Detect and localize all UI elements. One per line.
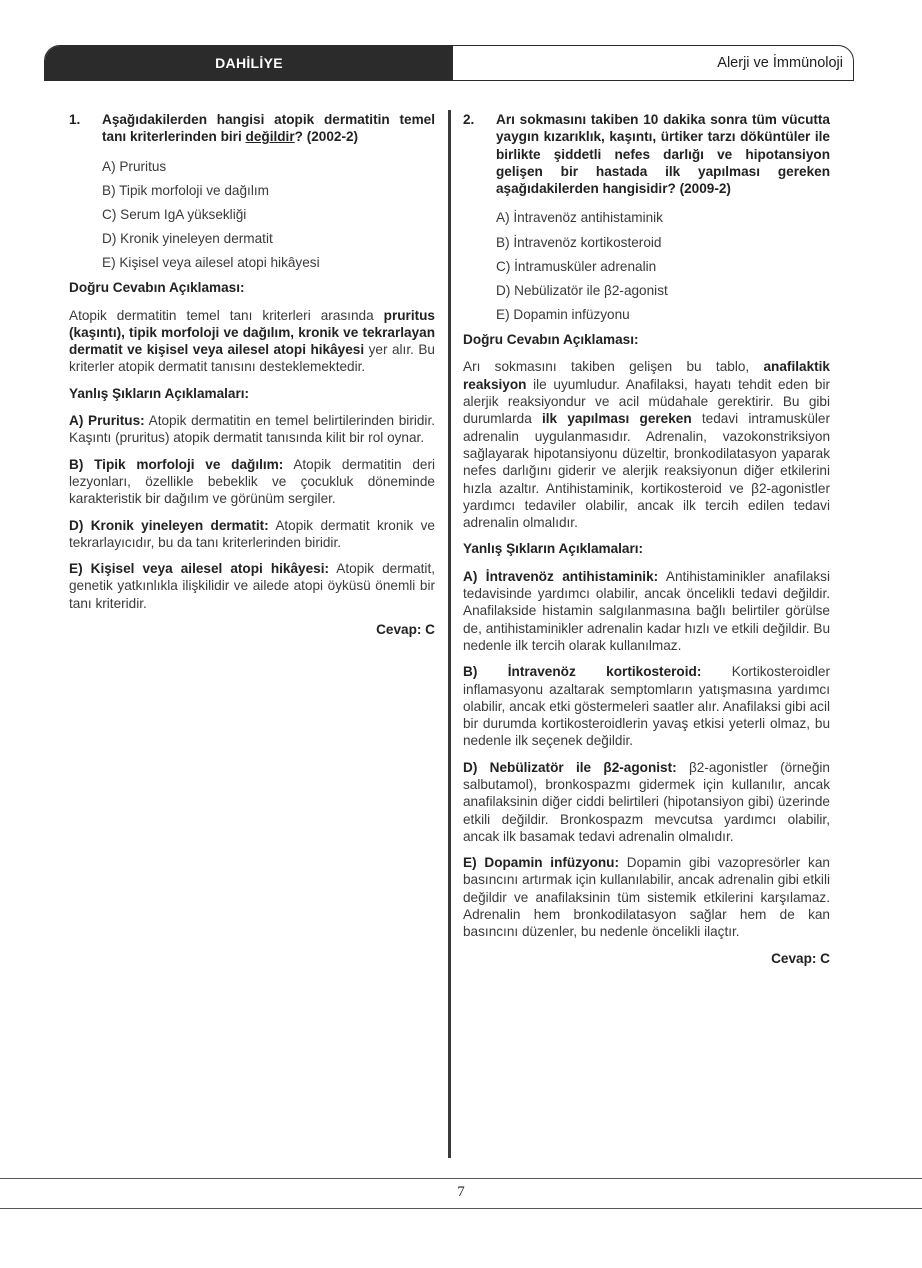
page-number: 7 [457, 1184, 465, 1200]
question-1-stem [69, 111, 435, 146]
wrong-options-heading: Yanlış Şıkların Açıklamaları: [463, 541, 644, 557]
text-run-bold: pruritus (kaşıntı), tipik morfoloji ve dağılım, kronik ve tekrarlayan dermatit ve kişisel veya ailesel atopi hikâyesi [69, 307, 435, 358]
option-c: C) İntramusküler adrenalin [496, 258, 657, 274]
wrong-option-e [463, 854, 830, 940]
wrong-option-label: E) Dopamin infüzyonu: [463, 855, 620, 871]
wrong-option-label: E) Kişisel veya ailesel atopi hikâyesi: [69, 561, 330, 577]
wrong-option-text: Atopik dermatitin deri lezyonları, özellikle bebeklik ve çocukluk döneminde karakteristik bir dağılım ve görünüm sergiler. [69, 456, 435, 507]
text-run: Atopik dermatitin temel tanı kriterleri arasında [69, 307, 384, 323]
wrong-option-label: A) Pruritus: [69, 413, 145, 429]
wrong-option-b [463, 663, 830, 749]
answer-label: Cevap: C [376, 622, 435, 638]
text-run: Arı sokmasını takiben gelişen bu tablo, [463, 359, 764, 375]
text-run: tedavi intramusküler adrenalin uygulanmasıdır. Adrenalin, vazokonstriksiyon sağlayarak hipotansiyonu düzeltir, bronkodilatasyon yaparak nefes darlığını giderir ve alerjik reaksiyonun diğer etkilerini hızla azaltır. Antihistaminik, kortikosteroid ve β2-agonistler yardımcı tedaviler olabilir, ancak ilk tercih edilen tedavi adrenalin olmalıdır. [463, 411, 830, 531]
option-e: E) Dopamin infüzyonu [496, 306, 630, 322]
wrong-option-a [463, 568, 830, 654]
explanation-heading: Doğru Cevabın Açıklaması: [463, 332, 639, 348]
option-a: A) İntravenöz antihistaminik [496, 210, 663, 226]
option-c: C) Serum IgA yüksekliği [102, 206, 247, 222]
text-run-bold: ilk yapılması gereken [542, 411, 692, 427]
question-number: 1. [69, 112, 81, 127]
question-number: 2. [463, 112, 475, 127]
question-text: Arı sokmasını takiben 10 dakika sonra tüm vücutta yaygın kızarıklık, kaşıntı, ürtiker tarzı döküntüler ile birlikte şiddetli nefes darlığı ve hipotansiyon gelişen bir hastada ilk yapılması gereken aşağıdakilerden hangisidir? (2009-2) [496, 112, 830, 197]
text-run: yer alır. Bu kriterler atopik dermatit tanısını desteklemektedir. [69, 342, 435, 375]
wrong-options-heading: Yanlış Şıkların Açıklamaları: [69, 385, 250, 401]
wrong-option-a [69, 412, 435, 447]
wrong-option-label: D) Nebülizatör ile β2-agonist: [463, 759, 677, 775]
question-2-column [463, 111, 830, 967]
option-d: D) Kronik yineleyen dermatit [102, 230, 273, 246]
text-run: ile uyumludur. Anafilaksi, hayatı tehdit eden bir alerjik reaksiyondur ve acil müdahale gerektirir. Bu gibi durumlarda [463, 376, 830, 427]
section-title: DAHİLİYE [45, 46, 453, 80]
text-run-bold: anafilaktik reaksiyon [463, 359, 830, 392]
explanation-text [69, 307, 435, 376]
wrong-option-label: B) İntravenöz kortikosteroid: [463, 664, 702, 680]
negation-word: değildir [245, 129, 295, 145]
option-b: B) Tipik morfoloji ve dağılım [102, 182, 269, 198]
wrong-option-text: Dopamin gibi vazopresörler kan basıncını artırmak için kullanılabilir, ancak adrenalin gibi etkili değildir ve anafilaksinin tüm sistemik etkilerini karşılamaz. Adrenalin hem bronkodilatasyon sağlar hem de kan basıncını düzenler, bu nedenle öncelikli ilaçtır. [463, 855, 830, 940]
wrong-option-e [69, 560, 435, 612]
option-b: B) İntravenöz kortikosteroid [496, 234, 662, 250]
option-e: E) Kişisel veya ailesel atopi hikâyesi [102, 254, 320, 270]
wrong-option-text: Antihistaminikler anafilaksi tedavisinde yardımcı olabilir, ancak öncelikli tedavi değildir. Anafilakside histamin salgılanmasına bağlı belirtiler görülse de, antihistaminikler adrenalin kadar hızlı ve etkili değildir. Bu nedenle ilk tercih olarak kullanılmaz. [463, 568, 830, 653]
footer-bottom-rule [0, 1208, 922, 1209]
wrong-option-text: Kortikosteroidler inflamasyonu azaltarak semptomların yatışmasına yardımcı olabilir, ancak etki göstermeleri saatler alır. Anafilaksi gibi acil bir durumda kortikosteroidlerin yavaş etkisi yeterli olmaz, bu nedenle ilk seçenek değildir. [463, 664, 830, 749]
option-d: D) Nebülizatör ile β2-agonist [496, 282, 668, 298]
question-1-column [69, 111, 435, 638]
wrong-option-label: A) İntravenöz antihistaminik: [463, 568, 659, 584]
chapter-title: Alerji ve İmmünoloji [717, 55, 843, 71]
wrong-option-d [463, 759, 830, 845]
wrong-option-label: B) Tipik morfoloji ve dağılım: [69, 456, 284, 472]
wrong-option-label: D) Kronik yineleyen dermatit: [69, 517, 269, 533]
wrong-option-text: Atopik dermatitin en temel belirtilerinden biridir. Kaşıntı (pruritus) atopik dermatit tanısında kilit bir rol oynar. [69, 413, 436, 446]
question-year: ? (2002-2) [294, 129, 359, 145]
option-a: A) Pruritus [102, 158, 167, 174]
wrong-option-d [69, 517, 435, 552]
answer-label: Cevap: C [771, 950, 830, 966]
column-divider [448, 110, 451, 1158]
question-2-stem [463, 111, 830, 197]
wrong-option-text: Atopik dermatit kronik ve tekrarlayıcıdır, bu da tanı kriterlerinden biridir. [69, 517, 435, 550]
explanation-text [463, 358, 830, 531]
question-text: Aşağıdakilerden hangisi atopik dermatitin temel tanı kriterlerinden biri [102, 112, 435, 145]
explanation-heading: Doğru Cevabın Açıklaması: [69, 280, 245, 296]
page-header [44, 45, 854, 81]
wrong-option-b [69, 456, 435, 508]
wrong-option-text: Atopik dermatit, genetik yatkınlıkla ilişkilidir ve ailede atopi öyküsü önemli bir tanı kriteridir. [69, 561, 435, 611]
wrong-option-text: β2-agonistler (örneğin salbutamol), bronkospazmı gidermek için kullanılır, ancak anafilaksinin diğer ciddi belirtileri (hipotansiyon gibi) üzerinde etkili değildir. Bronkospazm mevcutsa yardımcı olabilir, ancak ilk basamak tedavi adrenalin olmalıdır. [463, 759, 830, 844]
footer-top-rule [0, 1178, 922, 1179]
